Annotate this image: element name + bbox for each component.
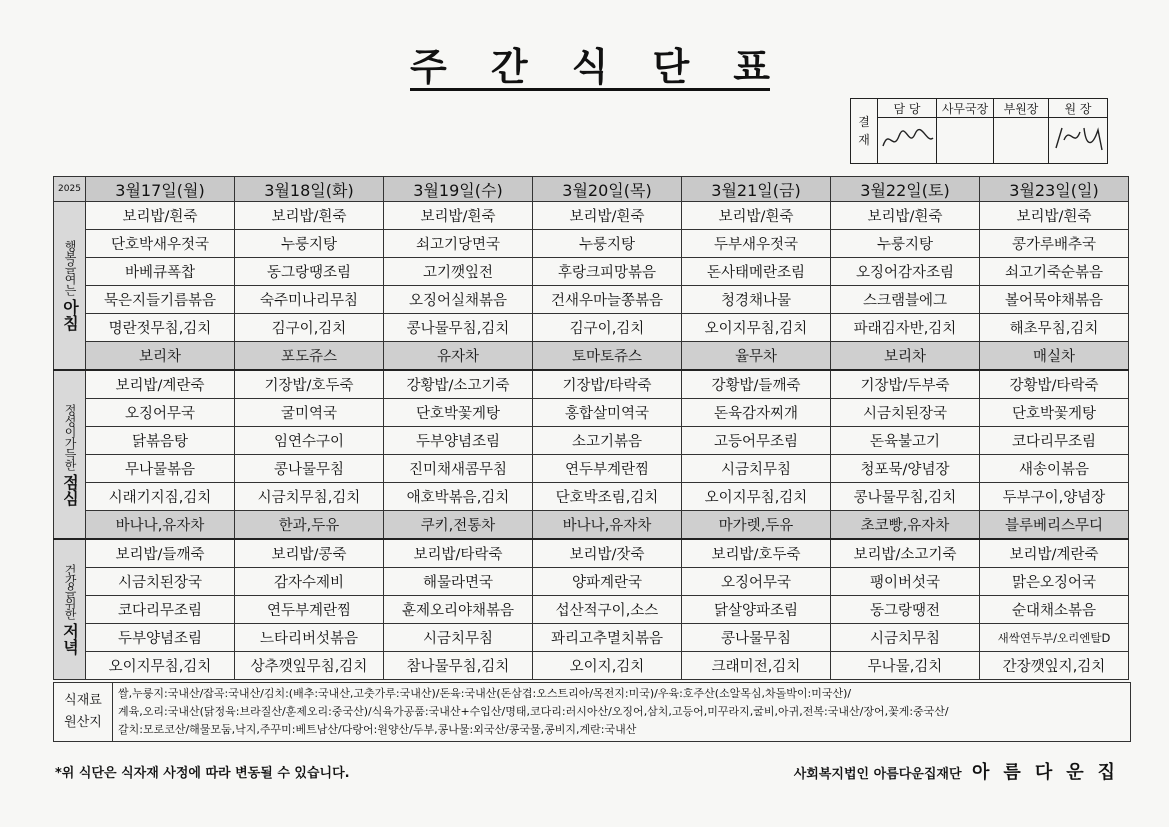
menu-cell: 오징어실채볶음 xyxy=(384,286,533,314)
origin-line: 계육,오리:국내산(닭정육:브라질산/훈제오리:중국산)/식육가공품:국내산+수입산/명태,코다리:러시아산/오징어,삼치,고등어,미꾸라지,굴비,아귀,전복:국내산/장어,꽃게:중국산/ xyxy=(118,705,949,718)
signature-vice-director xyxy=(994,118,1049,164)
menu-cell: 보리밥/흰죽 xyxy=(384,202,533,230)
signature-secretary xyxy=(937,118,994,164)
menu-row xyxy=(54,539,1129,568)
menu-cell: 시금치무침 xyxy=(831,624,980,652)
meal-label xyxy=(54,370,86,539)
snack-cell: 율무차 xyxy=(682,342,831,371)
meal-label-small: 건강을위한 xyxy=(63,564,77,619)
menu-cell: 꽈리고추멸치볶음 xyxy=(533,624,682,652)
menu-cell: 청포묵/양념장 xyxy=(831,455,980,483)
menu-cell: 굴미역국 xyxy=(235,399,384,427)
menu-cell: 김구이,김치 xyxy=(235,314,384,342)
menu-cell: 시금치무침 xyxy=(682,455,831,483)
menu-row xyxy=(54,286,1129,314)
menu-cell: 섭산적구이,소스 xyxy=(533,596,682,624)
menu-cell: 후랑크피망볶음 xyxy=(533,258,682,286)
approval-header: 사무국장 xyxy=(937,99,994,118)
day-header: 3월23일(일) xyxy=(980,177,1129,202)
menu-cell: 명란젓무침,김치 xyxy=(86,314,235,342)
menu-cell: 콩나물무침 xyxy=(235,455,384,483)
menu-cell: 팽이버섯국 xyxy=(831,568,980,596)
origin-text xyxy=(118,685,1124,739)
snack-cell: 바나나,유자차 xyxy=(533,511,682,540)
menu-row xyxy=(54,230,1129,258)
title-char: 단 xyxy=(652,43,690,89)
menu-cell: 오징어감자조림 xyxy=(831,258,980,286)
meal-label-small: 행복을여는 xyxy=(63,240,77,295)
snack-cell: 마가렛,두유 xyxy=(682,511,831,540)
menu-row xyxy=(54,370,1129,399)
snack-row xyxy=(54,511,1129,540)
menu-cell: 단호박꽃게탕 xyxy=(384,399,533,427)
menu-cell: 간장깻잎지,김치 xyxy=(980,652,1129,680)
menu-cell: 시금치된장국 xyxy=(86,568,235,596)
menu-cell: 누룽지탕 xyxy=(533,230,682,258)
title-char: 간 xyxy=(490,43,528,89)
menu-cell: 돈육불고기 xyxy=(831,427,980,455)
menu-cell: 감자수제비 xyxy=(235,568,384,596)
menu-cell: 닭살양파조림 xyxy=(682,596,831,624)
title-char: 표 xyxy=(733,43,770,89)
menu-row xyxy=(54,202,1129,230)
organization-main: 아름다운집 xyxy=(972,762,1129,783)
menu-cell: 두부양념조림 xyxy=(384,427,533,455)
menu-cell: 바베큐폭찹 xyxy=(86,258,235,286)
menu-cell: 보리밥/잣죽 xyxy=(533,539,682,568)
day-header: 3월17일(월) xyxy=(86,177,235,202)
menu-cell: 코다리무조림 xyxy=(980,427,1129,455)
menu-cell: 기장밥/타락죽 xyxy=(533,370,682,399)
menu-cell: 건새우마늘쫑볶음 xyxy=(533,286,682,314)
menu-cell: 스크램블에그 xyxy=(831,286,980,314)
snack-cell: 보리차 xyxy=(831,342,980,371)
menu-cell: 보리밥/계란죽 xyxy=(86,370,235,399)
menu-cell: 강황밥/소고기죽 xyxy=(384,370,533,399)
menu-row xyxy=(54,399,1129,427)
approval-header: 부원장 xyxy=(994,99,1049,118)
day-header: 3월18일(화) xyxy=(235,177,384,202)
menu-cell: 연두부계란찜 xyxy=(533,455,682,483)
snack-cell: 블루베리스무디 xyxy=(980,511,1129,540)
menu-cell: 훈제오리야채볶음 xyxy=(384,596,533,624)
title-char: 식 xyxy=(571,43,609,89)
menu-cell: 파래김자반,김치 xyxy=(831,314,980,342)
menu-cell: 강황밥/타락죽 xyxy=(980,370,1129,399)
organization-name xyxy=(794,758,1129,784)
menu-cell: 해초무침,김치 xyxy=(980,314,1129,342)
menu-cell: 청경채나물 xyxy=(682,286,831,314)
menu-cell: 기장밥/두부죽 xyxy=(831,370,980,399)
menu-cell: 무나물,김치 xyxy=(831,652,980,680)
year-label: 2025 xyxy=(54,177,86,202)
menu-cell: 소고기볶음 xyxy=(533,427,682,455)
menu-cell: 누룽지탕 xyxy=(235,230,384,258)
day-header: 3월20일(목) xyxy=(533,177,682,202)
snack-cell: 보리차 xyxy=(86,342,235,371)
menu-cell: 단호박조림,김치 xyxy=(533,483,682,511)
menu-cell: 닭볶음탕 xyxy=(86,427,235,455)
menu-cell: 콩나물무침,김치 xyxy=(831,483,980,511)
footer-note: *위 식단은 식자재 사정에 따라 변동될 수 있습니다. xyxy=(55,766,350,781)
menu-cell: 코다리무조림 xyxy=(86,596,235,624)
menu-row xyxy=(54,314,1129,342)
menu-row xyxy=(54,652,1129,680)
snack-cell: 한과,두유 xyxy=(235,511,384,540)
signature-staff xyxy=(878,118,937,164)
menu-cell: 보리밥/콩죽 xyxy=(235,539,384,568)
menu-cell: 시래기지짐,김치 xyxy=(86,483,235,511)
menu-cell: 양파계란국 xyxy=(533,568,682,596)
menu-cell: 보리밥/흰죽 xyxy=(980,202,1129,230)
approval-label: 결 재 xyxy=(851,99,878,164)
menu-cell: 보리밥/들깨죽 xyxy=(86,539,235,568)
snack-cell: 초코빵,유자차 xyxy=(831,511,980,540)
menu-cell: 맑은오징어국 xyxy=(980,568,1129,596)
meal-label xyxy=(54,202,86,371)
snack-cell: 매실차 xyxy=(980,342,1129,371)
menu-cell: 새송이볶음 xyxy=(980,455,1129,483)
menu-cell: 콩나물무침 xyxy=(682,624,831,652)
meal-label xyxy=(54,539,86,680)
menu-row xyxy=(54,483,1129,511)
menu-cell: 새싹연두부/오리엔탈D xyxy=(980,624,1129,652)
menu-cell: 단호박새우젓국 xyxy=(86,230,235,258)
menu-cell: 돈육감자찌개 xyxy=(682,399,831,427)
menu-cell: 보리밥/흰죽 xyxy=(235,202,384,230)
day-header: 3월22일(토) xyxy=(831,177,980,202)
snack-cell: 쿠키,전통차 xyxy=(384,511,533,540)
menu-cell: 기장밥/호두죽 xyxy=(235,370,384,399)
menu-cell: 진미채새콤무침 xyxy=(384,455,533,483)
menu-cell: 느타리버섯볶음 xyxy=(235,624,384,652)
menu-cell: 보리밥/호두죽 xyxy=(682,539,831,568)
menu-cell: 두부새우젓국 xyxy=(682,230,831,258)
meal-label-big: 저녁 xyxy=(60,623,80,655)
menu-cell: 김구이,김치 xyxy=(533,314,682,342)
menu-cell: 임연수구이 xyxy=(235,427,384,455)
meal-label-big: 아침 xyxy=(60,299,80,331)
menu-cell: 무나물볶음 xyxy=(86,455,235,483)
menu-cell: 크래미전,김치 xyxy=(682,652,831,680)
menu-cell: 두부양념조림 xyxy=(86,624,235,652)
day-header: 3월21일(금) xyxy=(682,177,831,202)
menu-cell: 돈사태메란조림 xyxy=(682,258,831,286)
menu-cell: 쇠고기죽순볶음 xyxy=(980,258,1129,286)
menu-cell: 오징어무국 xyxy=(86,399,235,427)
approval-header: 담 당 xyxy=(878,99,937,118)
origin-label xyxy=(54,683,113,741)
menu-cell: 순대채소볶음 xyxy=(980,596,1129,624)
menu-cell: 동그랑땡조림 xyxy=(235,258,384,286)
menu-row xyxy=(54,258,1129,286)
menu-cell: 오이지무침,김치 xyxy=(86,652,235,680)
origin-line: 갈치:모로코산/해물모둠,낙지,주꾸미:베트남산/다랑어:원양산/두부,콩나물:외국산/콩국물,콩비지,계란:국내산 xyxy=(118,723,637,736)
snack-cell: 토마토쥬스 xyxy=(533,342,682,371)
menu-cell: 해물라면국 xyxy=(384,568,533,596)
menu-cell: 보리밥/흰죽 xyxy=(533,202,682,230)
menu-cell: 쇠고기당면국 xyxy=(384,230,533,258)
day-header-row xyxy=(54,177,1129,202)
menu-cell: 볼어묵야채볶음 xyxy=(980,286,1129,314)
menu-row xyxy=(54,596,1129,624)
menu-cell: 콩나물무침,김치 xyxy=(384,314,533,342)
menu-cell: 보리밥/계란죽 xyxy=(980,539,1129,568)
menu-cell: 보리밥/흰죽 xyxy=(682,202,831,230)
menu-row xyxy=(54,624,1129,652)
meal-label-big: 점심 xyxy=(60,473,80,506)
snack-cell: 유자차 xyxy=(384,342,533,371)
menu-cell: 두부구이,양념장 xyxy=(980,483,1129,511)
menu-cell: 오이지무침,김치 xyxy=(682,314,831,342)
page-title xyxy=(410,38,770,91)
menu-cell: 누룽지탕 xyxy=(831,230,980,258)
menu-cell: 묵은지들기름볶음 xyxy=(86,286,235,314)
menu-cell: 참나물무침,김치 xyxy=(384,652,533,680)
origin-label-line: 원산지 xyxy=(64,715,102,730)
menu-cell: 강황밥/들깨죽 xyxy=(682,370,831,399)
menu-cell: 시금치된장국 xyxy=(831,399,980,427)
menu-cell: 숙주미나리무침 xyxy=(235,286,384,314)
menu-cell: 단호박꽃게탕 xyxy=(980,399,1129,427)
menu-cell: 홍합살미역국 xyxy=(533,399,682,427)
origin-box xyxy=(53,682,1131,742)
menu-cell: 오이지,김치 xyxy=(533,652,682,680)
menu-cell: 고등어무조림 xyxy=(682,427,831,455)
signature-mark xyxy=(879,118,935,158)
origin-line: 쌀,누룽지:국내산/잡곡:국내산/김치:(배추:국내산,고춧가루:국내산)/돈육:국내산(돈삼겹:오스트리아/목전지:미국)/우육:호주산(소알목심,차돌박이:미국산)/ xyxy=(118,687,852,700)
signature-mark xyxy=(1050,118,1106,158)
snack-cell: 포도쥬스 xyxy=(235,342,384,371)
day-header: 3월19일(수) xyxy=(384,177,533,202)
menu-cell: 애호박볶음,김치 xyxy=(384,483,533,511)
organization-prefix: 사회복지법인 아름다운집재단 xyxy=(793,767,962,782)
title-char: 주 xyxy=(410,43,447,89)
origin-label-line: 식재료 xyxy=(64,693,102,708)
menu-cell: 시금치무침 xyxy=(384,624,533,652)
weekly-menu-table xyxy=(53,176,1129,680)
menu-row xyxy=(54,455,1129,483)
menu-cell: 콩가루배추국 xyxy=(980,230,1129,258)
signature-director xyxy=(1049,118,1108,164)
menu-cell: 상추깻잎무침,김치 xyxy=(235,652,384,680)
menu-cell: 동그랑땡전 xyxy=(831,596,980,624)
menu-cell: 연두부계란찜 xyxy=(235,596,384,624)
meal-label-small: 정성이가득한 xyxy=(63,403,77,470)
menu-cell: 오이지무침,김치 xyxy=(682,483,831,511)
menu-cell: 보리밥/흰죽 xyxy=(86,202,235,230)
menu-cell: 오징어무국 xyxy=(682,568,831,596)
menu-cell: 고기깻잎전 xyxy=(384,258,533,286)
menu-row xyxy=(54,427,1129,455)
snack-row xyxy=(54,342,1129,371)
menu-cell: 보리밥/흰죽 xyxy=(831,202,980,230)
menu-row xyxy=(54,568,1129,596)
snack-cell: 바나나,유자차 xyxy=(86,511,235,540)
menu-cell: 보리밥/소고기죽 xyxy=(831,539,980,568)
approval-header: 원 장 xyxy=(1049,99,1108,118)
menu-cell: 시금치무침,김치 xyxy=(235,483,384,511)
approval-box xyxy=(850,98,1108,164)
menu-cell: 보리밥/타락죽 xyxy=(384,539,533,568)
